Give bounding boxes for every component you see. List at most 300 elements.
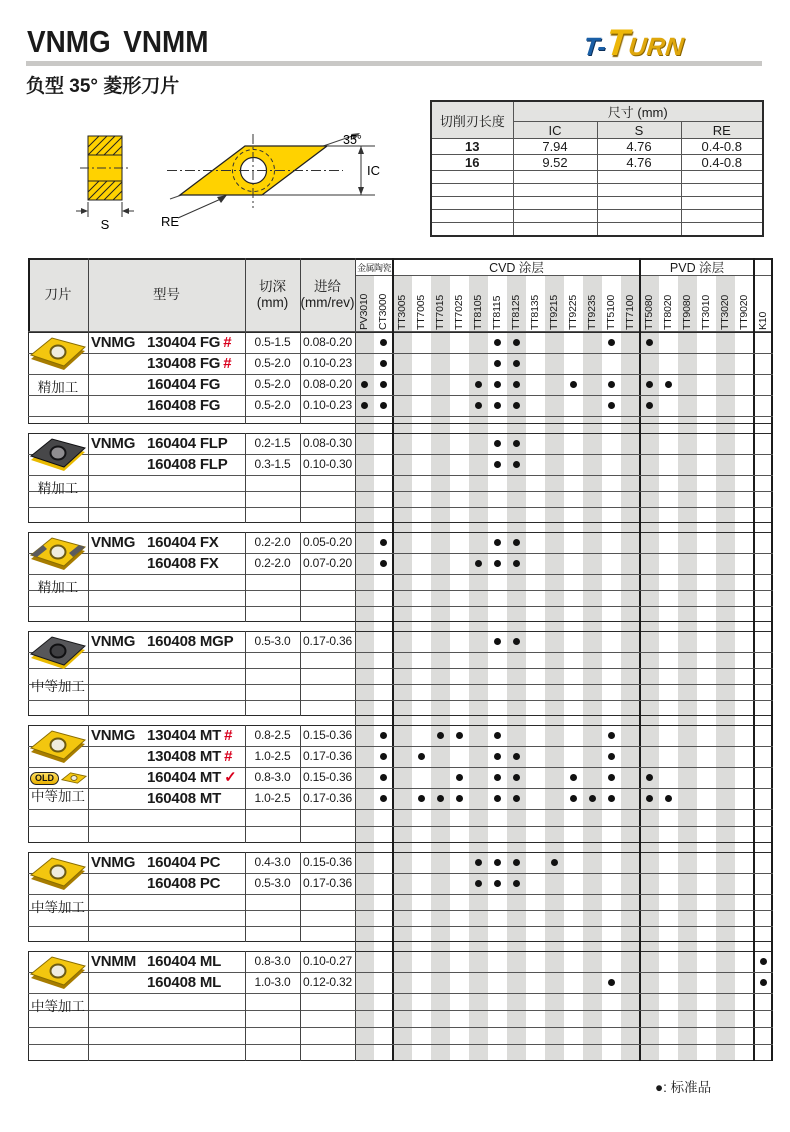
row-line [28, 668, 773, 669]
grade-area-left-line [355, 258, 356, 1061]
row-line [28, 507, 773, 508]
grade-dot-TT8125 [513, 774, 520, 781]
model-cell [88, 767, 245, 788]
grade-column-label: TT8135 [529, 295, 541, 330]
machining-label: 中等加工 [31, 900, 85, 915]
feed-cell: 0.10-0.23 [303, 398, 352, 412]
depth-cell: 0.8-3.0 [254, 770, 291, 784]
dim-empty-cell [431, 210, 513, 223]
dim-empty-row [431, 171, 763, 184]
grade-dot-CT3000 [380, 732, 387, 739]
model-cell [88, 725, 245, 746]
grade-column-label: TT8020 [662, 295, 674, 330]
grade-dot-TT8020 [665, 795, 672, 802]
page-subtitle: 负型 35° 菱形刀片 [26, 76, 180, 97]
grade-column-label: TT7015 [434, 295, 446, 330]
model-number: 160408 MT [147, 790, 222, 807]
dim-cell-len: 13 [431, 139, 513, 155]
model-prefix: VNMG [91, 633, 136, 650]
label-s: S [100, 217, 110, 232]
grade-dot-TT8125 [513, 440, 520, 447]
grade-column-label: PV3010 [358, 293, 370, 330]
row-line [28, 590, 773, 591]
grade-column-header-TT7015 [431, 276, 450, 332]
grade-dot-TT5100 [608, 732, 615, 739]
grade-dot-CT3000 [380, 381, 387, 388]
depth-cell: 0.4-3.0 [254, 855, 291, 869]
grade-group-label-金属陶瓷: 金属陶瓷 [356, 262, 391, 273]
machining-label: 精加工 [37, 580, 79, 595]
grade-column-header-TT3020 [716, 276, 735, 332]
grade-column-label: TT9215 [548, 295, 560, 330]
grade-dot-CT3000 [380, 402, 387, 409]
grade-dot-CT3000 [380, 774, 387, 781]
depth-cell: 0.5-2.0 [254, 377, 291, 391]
dim-empty-cell [431, 223, 513, 236]
label-re: RE [160, 214, 180, 229]
depth-cell: 0.2-1.5 [254, 436, 291, 450]
header-left-border [28, 258, 30, 332]
dim-cell-ic: 9.52 [513, 155, 597, 171]
grade-dot-CT3000 [380, 753, 387, 760]
logo-part-1: T- [582, 33, 608, 61]
grade-dot-TT7015 [437, 732, 444, 739]
grade-column-label: TT7025 [453, 295, 465, 330]
depth-cell: 0.5-2.0 [254, 398, 291, 412]
grade-dot-TT8125 [513, 402, 520, 409]
dim-empty-cell [513, 171, 597, 184]
feed-cell: 0.10-0.30 [303, 457, 352, 471]
grade-column-header-TT7025 [450, 276, 469, 332]
model-cell [88, 746, 245, 767]
grade-dot-TT5080 [646, 402, 653, 409]
feed-cell: 0.05-0.20 [303, 535, 352, 549]
model-cell [88, 454, 245, 475]
dim-header-edge-length: 切削刃长度 [431, 101, 513, 139]
grade-column-header-TT9215 [545, 276, 564, 332]
grade-dot-TT8105 [475, 381, 482, 388]
grade-group-underline [355, 275, 773, 276]
row-line [28, 809, 773, 810]
model-cell [88, 852, 245, 873]
dim-empty-cell [597, 197, 681, 210]
model-number: 160408 FG [147, 397, 221, 414]
grade-dot-TT8125 [513, 539, 520, 546]
dim-empty-cell [681, 184, 763, 197]
model-cell [88, 332, 245, 353]
depth-cell: 0.5-2.0 [254, 356, 291, 370]
grade-column-header-TT8105 [469, 276, 488, 332]
machining-label: 中等加工 [31, 999, 85, 1014]
dim-header-size: 尺寸 (mm) [513, 101, 763, 122]
insert-diagram [75, 98, 390, 238]
grade-column-header-TT8020 [659, 276, 678, 332]
grade-dot-TT8115 [494, 732, 501, 739]
machining-label: 精加工 [37, 380, 79, 395]
grade-dot-TT5080 [646, 381, 653, 388]
dim-subheader-s: S [597, 122, 681, 139]
model-number: 160408 ML [147, 974, 222, 991]
grade-dot-TT5080 [646, 795, 653, 802]
grade-dot-TT5080 [646, 774, 653, 781]
dimension-table [430, 100, 764, 237]
model-number: 160404 FLP [147, 435, 228, 452]
feed-cell: 0.08-0.20 [303, 377, 352, 391]
grade-column-header-TT3010 [697, 276, 716, 332]
dim-empty-row [431, 197, 763, 210]
model-number: 160408 PC [147, 875, 221, 892]
dim-empty-cell [597, 223, 681, 236]
grade-column-label: TT9225 [567, 295, 579, 330]
depth-cell: 0.8-2.5 [254, 728, 291, 742]
model-cell [88, 873, 245, 894]
dim-empty-cell [513, 184, 597, 197]
dim-cell-len: 16 [431, 155, 513, 171]
depth-cell: 0.5-1.5 [254, 335, 291, 349]
grade-dot-TT9225 [570, 795, 577, 802]
grade-group-separator [392, 258, 394, 1061]
grade-dot-TT7025 [456, 774, 463, 781]
grade-column-label: TT9020 [738, 295, 750, 330]
grade-dot-TT8020 [665, 381, 672, 388]
grade-column-label: TT9235 [586, 295, 598, 330]
model-number: 160408 MGP [147, 633, 234, 650]
grade-column-header-TT9235 [583, 276, 602, 332]
model-cell [88, 532, 245, 553]
grade-dot-TT8115 [494, 381, 501, 388]
page-title [27, 24, 229, 60]
grade-group-label-CVD 涂层: CVD 涂层 [489, 261, 544, 275]
logo-part-2: T [604, 22, 632, 63]
grade-dot-TT8105 [475, 402, 482, 409]
depth-cell: 1.0-2.5 [254, 749, 291, 763]
row-line [28, 1027, 773, 1028]
model-cell [88, 353, 245, 374]
grade-dot-TT8125 [513, 859, 520, 866]
dim-subheader-ic: IC [513, 122, 597, 139]
model-number: 160404 MT [147, 769, 222, 786]
grade-column-header-TT8125 [507, 276, 526, 332]
old-badge-row [30, 769, 87, 787]
feed-cell: 0.15-0.36 [303, 855, 352, 869]
dim-empty-row [431, 184, 763, 197]
grade-dot-TT7005 [418, 795, 425, 802]
insert-image [30, 335, 86, 375]
model-cell [88, 433, 245, 454]
grade-dot-TT8115 [494, 360, 501, 367]
row-line [28, 1044, 773, 1045]
dim-empty-cell [431, 171, 513, 184]
grade-column-header-TT3005 [393, 276, 412, 332]
grade-group-separator [753, 258, 755, 1061]
feed-cell: 0.15-0.36 [303, 770, 352, 784]
row-line [28, 926, 773, 927]
grade-dot-TT5100 [608, 381, 615, 388]
grade-column-label: TT5100 [605, 295, 617, 330]
grade-dot-TT5100 [608, 795, 615, 802]
header-divider [300, 258, 301, 332]
model-cell [88, 395, 245, 416]
grade-dot-K10 [760, 979, 767, 986]
depth-cell: 1.0-2.5 [254, 791, 291, 805]
dim-cell-ic: 7.94 [513, 139, 597, 155]
grade-column-label: K10 [757, 311, 769, 330]
grade-dot-TT8125 [513, 795, 520, 802]
label-angle: 35° [343, 133, 362, 147]
grade-dot-TT8115 [494, 560, 501, 567]
row-line [28, 416, 773, 417]
grade-dot-TT8125 [513, 360, 520, 367]
grade-dot-TT8125 [513, 753, 520, 760]
dim-empty-cell [431, 197, 513, 210]
depth-cell: 0.3-1.5 [254, 457, 291, 471]
model-prefix: VNMG [91, 854, 136, 871]
insert-image [30, 728, 86, 768]
main-table [28, 258, 774, 1062]
model-mark: # [224, 748, 233, 765]
grade-column-label: TT7100 [624, 295, 636, 330]
t-turn-logo [582, 22, 687, 64]
grade-column-label: TT8105 [472, 295, 484, 330]
grade-column-label: CT3000 [377, 293, 389, 330]
grade-column-header-TT7100 [621, 276, 640, 332]
grade-dot-TT7025 [456, 732, 463, 739]
grade-dot-CT3000 [380, 539, 387, 546]
depth-cell: 0.8-3.0 [254, 954, 291, 968]
dim-empty-cell [681, 223, 763, 236]
grade-dot-TT7025 [456, 795, 463, 802]
header-divider [245, 258, 246, 332]
dim-cell-re: 0.4-0.8 [681, 155, 763, 171]
grade-column-header-TT9225 [564, 276, 583, 332]
insert-image [30, 855, 86, 895]
grade-dot-PV3010 [361, 402, 368, 409]
legend-standard-item: ●: 标准品 [655, 1080, 712, 1095]
dim-empty-cell [681, 210, 763, 223]
dim-empty-cell [513, 210, 597, 223]
model-cell [88, 972, 245, 993]
grade-column-header-TT5080 [640, 276, 659, 332]
depth-cell: 0.2-2.0 [254, 556, 291, 570]
model-cell [88, 788, 245, 809]
grade-dot-TT8105 [475, 880, 482, 887]
grade-column-header-TT8135 [526, 276, 545, 332]
model-number: 160404 FG [147, 376, 221, 393]
row-line [28, 910, 773, 911]
grade-dot-TT8115 [494, 880, 501, 887]
logo-part-3: URN [626, 33, 686, 61]
model-prefix: VNMG [91, 727, 136, 744]
grade-column-label: TT9080 [681, 295, 693, 330]
row-line [28, 993, 773, 994]
row-line [28, 700, 773, 701]
old-badge: OLD [30, 772, 59, 785]
model-number: 130404 MT [147, 727, 222, 744]
model-number: 160404 PC [147, 854, 221, 871]
grade-dot-TT8115 [494, 859, 501, 866]
dim-cell-s: 4.76 [597, 139, 681, 155]
depth-cell: 0.5-3.0 [254, 876, 291, 890]
model-prefix: VNMG [91, 534, 136, 551]
col-header-model: 型号 [88, 258, 245, 332]
grade-dot-TT8115 [494, 774, 501, 781]
dim-row [431, 139, 763, 155]
dim-empty-cell [597, 210, 681, 223]
row-line [28, 574, 773, 575]
grade-dot-TT8115 [494, 402, 501, 409]
row-line [28, 606, 773, 607]
grade-group-label-PVD 涂层: PVD 涂层 [669, 261, 725, 275]
dim-cell-s: 4.76 [597, 155, 681, 171]
grade-dot-PV3010 [361, 381, 368, 388]
grade-dot-TT8105 [475, 560, 482, 567]
row-line [28, 491, 773, 492]
row-line [28, 684, 773, 685]
col-header-feed: 进给 (mm/rev) [300, 258, 355, 332]
grade-dot-TT7005 [418, 753, 425, 760]
grade-dot-CT3000 [380, 339, 387, 346]
grade-dot-TT5100 [608, 753, 615, 760]
model-cell [88, 951, 245, 972]
grade-column-header-TT9020 [735, 276, 754, 332]
machining-label: 精加工 [37, 481, 79, 496]
model-number: 160404 ML [147, 953, 222, 970]
machining-label: 中等加工 [31, 789, 85, 804]
insert-image [30, 954, 86, 994]
dim-cell-re: 0.4-0.8 [681, 139, 763, 155]
grade-column-header-PV3010 [355, 276, 374, 332]
grade-dot-TT8125 [513, 560, 520, 567]
model-mark: # [223, 355, 232, 372]
feed-cell: 0.17-0.36 [303, 634, 352, 648]
model-prefix: VNMM [91, 953, 137, 970]
depth-cell: 0.2-2.0 [254, 535, 291, 549]
dim-empty-cell [597, 184, 681, 197]
model-number: 160404 FX [147, 534, 219, 551]
grade-dot-TT8125 [513, 638, 520, 645]
dim-empty-cell [681, 171, 763, 184]
grade-dot-TT8115 [494, 440, 501, 447]
model-number: 160408 FLP [147, 456, 228, 473]
depth-cell: 1.0-3.0 [254, 975, 291, 989]
insert-image [30, 535, 86, 575]
grade-dot-TT8115 [494, 638, 501, 645]
model-prefix: VNMG [91, 334, 136, 351]
grade-dot-TT8125 [513, 339, 520, 346]
grade-dot-TT8125 [513, 381, 520, 388]
model-mark: ✓ [224, 769, 237, 786]
feed-cell: 0.17-0.36 [303, 876, 352, 890]
model-number: 160408 FX [147, 555, 219, 572]
grade-column-label: TT8115 [491, 295, 503, 330]
grade-column-label: TT3020 [719, 295, 731, 330]
model-number: 130404 FG [147, 334, 221, 351]
dim-subheader-re: RE [681, 122, 763, 139]
dim-empty-cell [681, 197, 763, 210]
model-cell [88, 553, 245, 574]
grade-column-label: TT7005 [415, 295, 427, 330]
dim-row [431, 155, 763, 171]
grade-dot-TT9235 [589, 795, 596, 802]
model-mark: # [223, 334, 232, 351]
dim-empty-cell [513, 197, 597, 210]
feed-cell: 0.17-0.36 [303, 749, 352, 763]
grade-column-label: TT5080 [643, 295, 655, 330]
grade-column-label: TT8125 [510, 295, 522, 330]
old-insert-icon [61, 770, 87, 786]
model-number: 130408 MT [147, 748, 222, 765]
grade-dot-CT3000 [380, 560, 387, 567]
grade-dot-TT5100 [608, 402, 615, 409]
col-header-insert: 刀片 [28, 258, 88, 332]
dim-empty-cell [597, 171, 681, 184]
dim-empty-row [431, 210, 763, 223]
grade-column-header-TT9080 [678, 276, 697, 332]
grade-dot-CT3000 [380, 795, 387, 802]
dim-empty-row [431, 223, 763, 236]
grade-dot-TT8125 [513, 880, 520, 887]
insert-image [30, 436, 86, 476]
grade-column-label: TT3005 [396, 295, 408, 330]
model-mark: # [224, 727, 233, 744]
grade-dot-TT8125 [513, 461, 520, 468]
feed-cell: 0.08-0.20 [303, 335, 352, 349]
model-cell [88, 374, 245, 395]
model-cell [88, 631, 245, 652]
grade-dot-TT5100 [608, 979, 615, 986]
row-line [28, 1010, 773, 1011]
grade-dot-TT8115 [494, 753, 501, 760]
feed-cell: 0.10-0.27 [303, 954, 352, 968]
feed-cell: 0.08-0.30 [303, 436, 352, 450]
grade-dot-TT5100 [608, 339, 615, 346]
grade-dot-TT9225 [570, 774, 577, 781]
model-prefix: VNMG [91, 435, 136, 452]
feed-cell: 0.17-0.36 [303, 791, 352, 805]
machining-label: 中等加工 [31, 679, 85, 694]
dim-empty-cell [513, 223, 597, 236]
grade-dot-TT8105 [475, 859, 482, 866]
table-right-border [771, 258, 773, 1061]
grade-column-label: TT3010 [700, 295, 712, 330]
grade-column-header-CT3000 [374, 276, 393, 332]
grade-dot-TT8115 [494, 539, 501, 546]
row-line [28, 475, 773, 476]
grade-dot-TT9225 [570, 381, 577, 388]
insert-image [30, 634, 86, 674]
model-number: 130408 FG [147, 355, 221, 372]
grade-column-header-TT7005 [412, 276, 431, 332]
grade-dot-CT3000 [380, 360, 387, 367]
col-header-depth: 切深 (mm) [245, 258, 300, 332]
row-line [28, 652, 773, 653]
dim-empty-cell [431, 184, 513, 197]
grade-dot-TT7015 [437, 795, 444, 802]
feed-cell: 0.10-0.23 [303, 356, 352, 370]
grade-dot-TT8115 [494, 795, 501, 802]
grade-dot-TT5080 [646, 339, 653, 346]
title-vnmm: VNMM [123, 24, 209, 59]
table-top-border [28, 258, 773, 260]
grade-dot-TT5100 [608, 774, 615, 781]
grade-dot-TT9215 [551, 859, 558, 866]
feed-cell: 0.07-0.20 [303, 556, 352, 570]
row-line [28, 894, 773, 895]
grade-column-header-TT8115 [488, 276, 507, 332]
row-line [28, 826, 773, 827]
grade-column-header-TT5100 [602, 276, 621, 332]
depth-cell: 0.5-3.0 [254, 634, 291, 648]
